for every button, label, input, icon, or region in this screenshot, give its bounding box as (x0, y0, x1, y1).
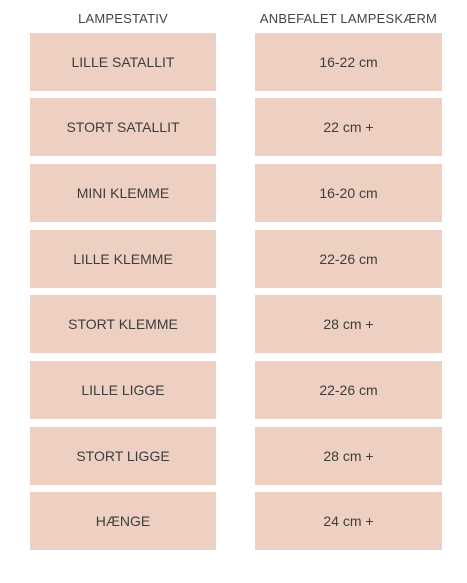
table-row (0, 98, 467, 156)
lamp-stand-cell: STORT KLEMME (30, 295, 216, 353)
table-row (0, 230, 467, 288)
lamp-stand-cell: LILLE SATALLIT (30, 33, 216, 91)
table-row (0, 164, 467, 222)
table-row (0, 33, 467, 91)
shade-size-cell: 22-26 cm (255, 230, 442, 288)
lamp-stand-cell: STORT LIGGE (30, 427, 216, 485)
lamp-stand-cell: HÆNGE (30, 492, 216, 550)
shade-size-cell: 22 cm + (255, 98, 442, 156)
table-row (0, 427, 467, 485)
shade-size-cell: 16-22 cm (255, 33, 442, 91)
table-row (0, 361, 467, 419)
column-header-anbefalet-lampeskaerm: ANBEFALET LAMPESKÆRM (259, 11, 438, 26)
lamp-stand-cell: LILLE KLEMME (30, 230, 216, 288)
lamp-stand-cell: MINI KLEMME (30, 164, 216, 222)
shade-size-cell: 24 cm + (255, 492, 442, 550)
column-header-lampestativ: LAMPESTATIV (78, 11, 168, 26)
shade-size-cell: 22-26 cm (255, 361, 442, 419)
table-row (0, 492, 467, 550)
shade-size-cell: 16-20 cm (255, 164, 442, 222)
shade-size-cell: 28 cm + (255, 427, 442, 485)
table-row (0, 295, 467, 353)
lamp-stand-cell: STORT SATALLIT (30, 98, 216, 156)
lamp-stand-cell: LILLE LIGGE (30, 361, 216, 419)
shade-size-cell: 28 cm + (255, 295, 442, 353)
